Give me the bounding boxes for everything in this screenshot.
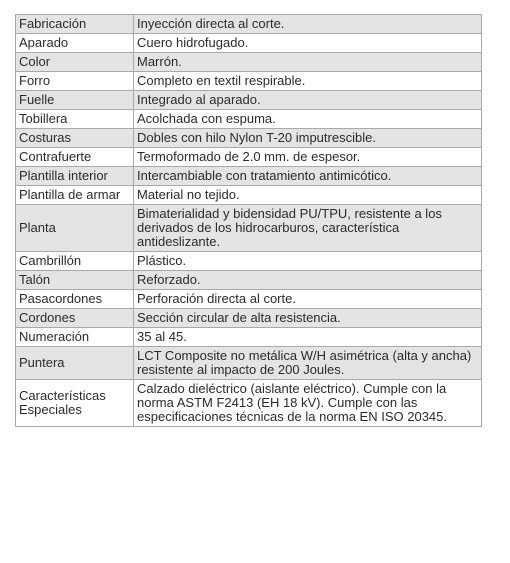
spec-value: Integrado al aparado.: [134, 91, 482, 110]
table-row: [16, 167, 482, 186]
spec-value: Calzado dieléctrico (aislante eléctrico). Cumple con la norma ASTM F2413 (EH 18 kV). Cumple con las especificaciones técnicas de la norma EN ISO 20345.: [134, 380, 482, 427]
spec-value: Completo en textil respirable.: [134, 72, 482, 91]
specifications-table: [15, 14, 482, 427]
spec-value: Sección circular de alta resistencia.: [134, 309, 482, 328]
spec-value: Plástico.: [134, 252, 482, 271]
table-row: [16, 110, 482, 129]
table-row: [16, 309, 482, 328]
table-row: [16, 91, 482, 110]
spec-label: Numeración: [16, 328, 134, 347]
table-row: [16, 205, 482, 252]
table-row: [16, 290, 482, 309]
spec-label: Contrafuerte: [16, 148, 134, 167]
spec-label: Pasacordones: [16, 290, 134, 309]
spec-label: Plantilla de armar: [16, 186, 134, 205]
table-row: [16, 129, 482, 148]
spec-value: Marrón.: [134, 53, 482, 72]
table-row: [16, 53, 482, 72]
spec-label: Cambrillón: [16, 252, 134, 271]
table-row: [16, 252, 482, 271]
spec-value: Material no tejido.: [134, 186, 482, 205]
table-row: [16, 186, 482, 205]
spec-value: Termoformado de 2.0 mm. de espesor.: [134, 148, 482, 167]
spec-label: Aparado: [16, 34, 134, 53]
spec-label: Cordones: [16, 309, 134, 328]
spec-label: Puntera: [16, 347, 134, 380]
spec-value: Intercambiable con tratamiento antimicótico.: [134, 167, 482, 186]
table-row: [16, 34, 482, 53]
table-row: [16, 347, 482, 380]
spec-value: Bimaterialidad y bidensidad PU/TPU, resistente a los derivados de los hidrocarburos, característica antideslizante.: [134, 205, 482, 252]
spec-label: Tobillera: [16, 110, 134, 129]
spec-value: LCT Composite no metálica W/H asimétrica (alta y ancha) resistente al impacto de 200 Joules.: [134, 347, 482, 380]
table-row: [16, 148, 482, 167]
spec-label: Fuelle: [16, 91, 134, 110]
table-row: [16, 328, 482, 347]
spec-value: Reforzado.: [134, 271, 482, 290]
spec-value: 35 al 45.: [134, 328, 482, 347]
table-row: [16, 15, 482, 34]
spec-label: Color: [16, 53, 134, 72]
spec-label: Talón: [16, 271, 134, 290]
spec-value: Cuero hidrofugado.: [134, 34, 482, 53]
spec-label: Plantilla interior: [16, 167, 134, 186]
spec-label: Fabricación: [16, 15, 134, 34]
spec-label: Forro: [16, 72, 134, 91]
spec-label: Características Especiales: [16, 380, 134, 427]
table-row: [16, 271, 482, 290]
table-row: [16, 72, 482, 91]
spec-value: Inyección directa al corte.: [134, 15, 482, 34]
spec-value: Perforación directa al corte.: [134, 290, 482, 309]
spec-value: Dobles con hilo Nylon T-20 imputrescible.: [134, 129, 482, 148]
table-row: [16, 380, 482, 427]
spec-label: Planta: [16, 205, 134, 252]
spec-label: Costuras: [16, 129, 134, 148]
spec-value: Acolchada con espuma.: [134, 110, 482, 129]
